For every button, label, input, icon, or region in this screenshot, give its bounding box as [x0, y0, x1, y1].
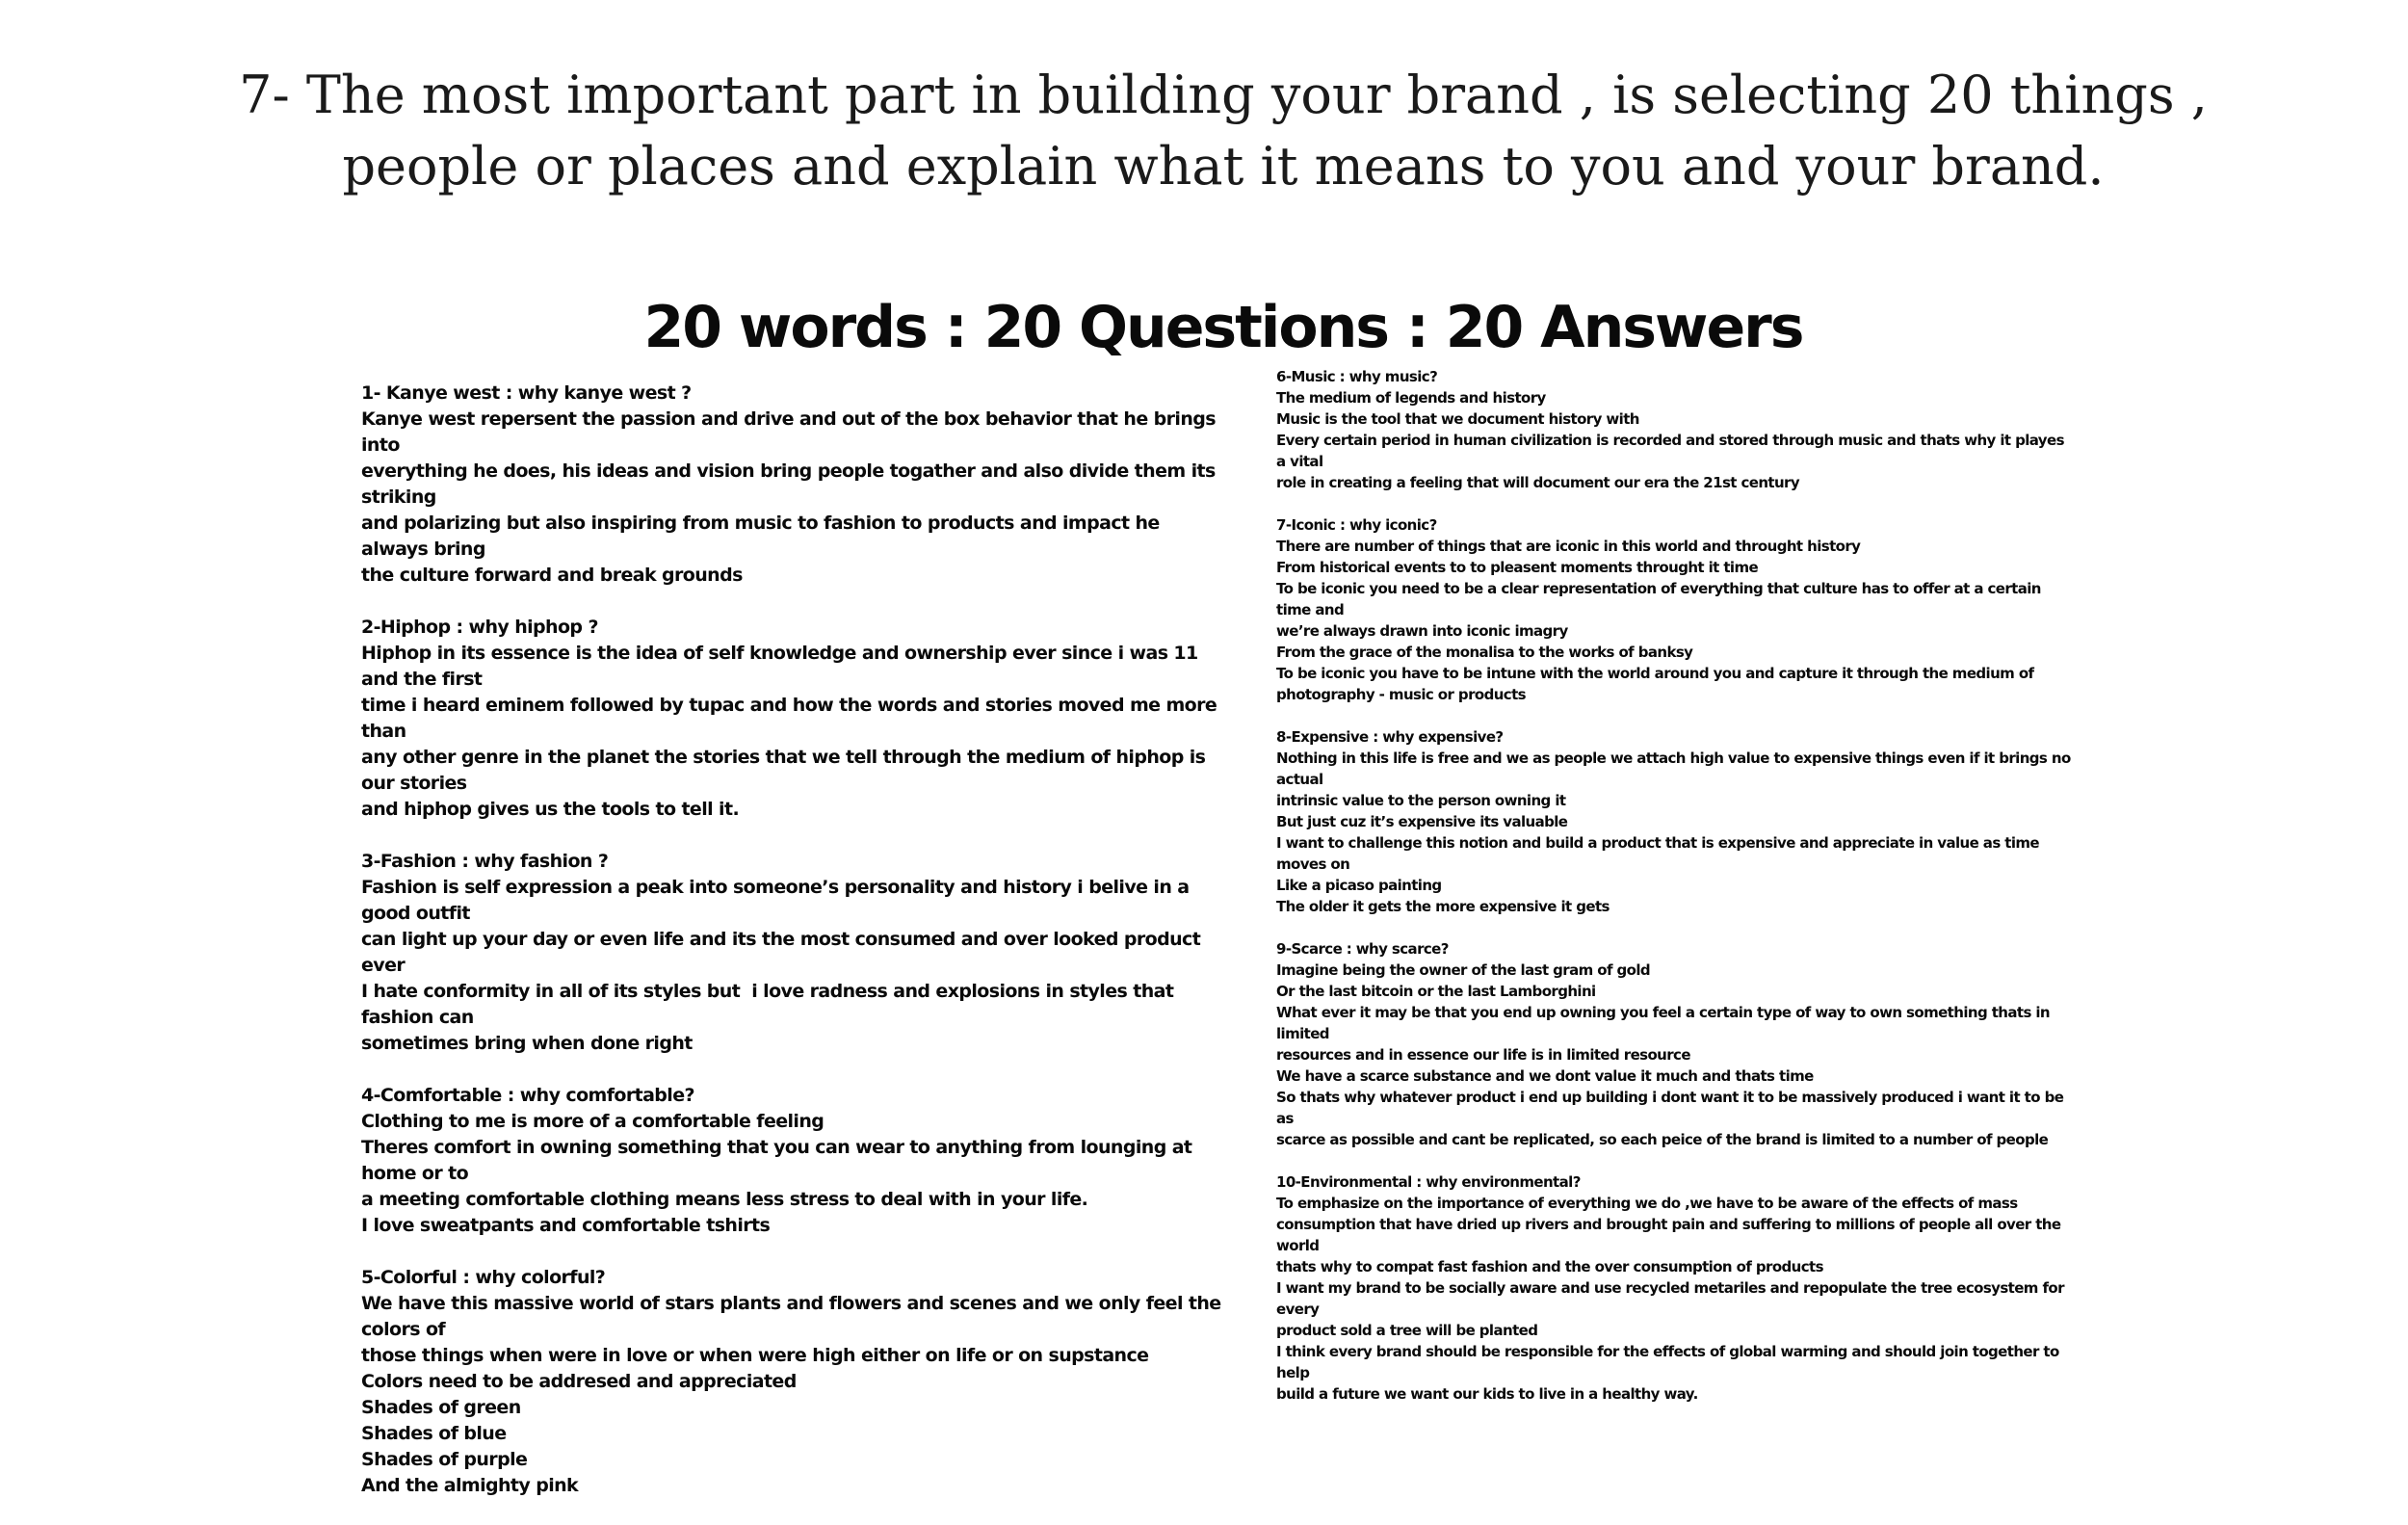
- answer-line: What ever it may be that you end up owning you feel a certain type of way to own something thats in limited: [1276, 1004, 2055, 1042]
- answer-line: Fashion is self expression a peak into someone’s personality and history i belive in a good outfit: [361, 877, 1195, 924]
- answer-line: To be iconic you have to be intune with the world around you and capture it through the medium of: [1276, 665, 2034, 682]
- answer-line: We have a scarce substance and we dont value it much and thats time: [1276, 1067, 1814, 1085]
- right-column: [1276, 366, 2076, 1426]
- answer-line: Or the last bitcoin or the last Lamborghini: [1276, 983, 1596, 1000]
- question-title: 6-Music : why music?: [1276, 368, 1438, 385]
- answer-line: Kanye west repersent the passion and drive and out of the box behavior that he brings into: [361, 408, 1221, 456]
- answer-iconic: [1276, 514, 2076, 705]
- answer-line: Nothing in this life is free and we as people we attach high value to expensive things even if it brings no actual: [1276, 749, 2076, 788]
- answer-line: build a future we want our kids to live in a healthy way.: [1276, 1385, 1698, 1403]
- question-title: 3-Fashion : why fashion ?: [361, 851, 609, 872]
- answer-line: the culture forward and break grounds: [361, 565, 743, 586]
- answer-line: I want to challenge this notion and build a product that is expensive and appreciate in value as time moves on: [1276, 834, 2044, 873]
- answer-line: Clothing to me is more of a comfortable feeling: [361, 1111, 824, 1132]
- answer-expensive: [1276, 726, 2076, 917]
- question-title: 9-Scarce : why scarce?: [1276, 940, 1449, 958]
- answer-line: I love sweatpants and comfortable tshirts: [361, 1215, 771, 1236]
- answer-line: Shades of purple: [361, 1449, 528, 1470]
- answer-line: I hate conformity in all of its styles but i love radness and explosions in styles that fashion can: [361, 981, 1180, 1028]
- answer-line: Like a picaso painting: [1276, 877, 1442, 894]
- question-title: 8-Expensive : why expensive?: [1276, 728, 1504, 746]
- answer-line: I want my brand to be socially aware and use recycled metariles and repopulate the tree ecosystem for every: [1276, 1279, 2069, 1318]
- answer-line: But just cuz it’s expensive its valuable: [1276, 813, 1568, 830]
- answer-line: scarce as possible and cant be replicated, so each peice of the brand is limited to a number of people: [1276, 1131, 2049, 1148]
- answer-line: time i heard eminem followed by tupac and how the words and stories moved me more than: [361, 695, 1223, 742]
- answer-line: So thats why whatever product i end up building i dont want it to be massively produced i want it to be as: [1276, 1089, 2068, 1127]
- question-title: 4-Comfortable : why comfortable?: [361, 1085, 694, 1106]
- answer-line: a meeting comfortable clothing means less stress to deal with in your life.: [361, 1189, 1088, 1210]
- answer-kanye-west: [361, 381, 1228, 589]
- answer-line: Colors need to be addresed and appreciated: [361, 1371, 797, 1392]
- answer-line: thats why to compat fast fashion and the over consumption of products: [1276, 1258, 1823, 1275]
- answer-line: Shades of green: [361, 1397, 521, 1418]
- answer-line: photography - music or products: [1276, 686, 1526, 703]
- answer-line: and polarizing but also inspiring from music to fashion to products and impact he always bring: [361, 513, 1165, 560]
- question-title: 10-Environmental : why environmental?: [1276, 1173, 1581, 1191]
- answer-line: Music is the tool that we document history with: [1276, 410, 1639, 428]
- section-subtitle: 20 words : 20 Questions : 20 Answers: [643, 294, 1803, 361]
- answer-hiphop: [361, 615, 1228, 823]
- answer-line: To emphasize on the importance of everything we do ,we have to be aware of the effects of mass: [1276, 1195, 2018, 1212]
- answer-environmental: [1276, 1171, 2076, 1405]
- answer-line: Shades of blue: [361, 1423, 507, 1444]
- answer-scarce: [1276, 938, 2076, 1150]
- answer-line: any other genre in the planet the stories that we tell through the medium of hiphop is our stories: [361, 747, 1212, 794]
- answer-comfortable: [361, 1083, 1228, 1239]
- answer-line: We have this massive world of stars plants and flowers and scenes and we only feel the colors of: [361, 1293, 1227, 1340]
- answer-line: There are number of things that are iconic in this world and throught history: [1276, 538, 1861, 555]
- answer-line: And the almighty pink: [361, 1475, 579, 1496]
- answer-line: The older it gets the more expensive it gets: [1276, 898, 1610, 915]
- answer-line: Imagine being the owner of the last gram of gold: [1276, 961, 1651, 979]
- answer-line: and hiphop gives us the tools to tell it.: [361, 799, 740, 820]
- answer-line: Hiphop in its essence is the idea of self knowledge and ownership ever since i was 11 and the first: [361, 643, 1204, 690]
- answer-line: role in creating a feeling that will document our era the 21st century: [1276, 474, 1800, 491]
- answer-music: [1276, 366, 2076, 493]
- question-title: 5-Colorful : why colorful?: [361, 1267, 606, 1288]
- answer-line: those things when were in love or when were high either on life or on supstance: [361, 1345, 1149, 1366]
- answer-line: sometimes bring when done right: [361, 1033, 693, 1054]
- answer-line: product sold a tree will be planted: [1276, 1322, 1538, 1339]
- answer-colorful: [361, 1265, 1228, 1499]
- answer-line: The medium of legends and history: [1276, 389, 1546, 407]
- question-title: 2-Hiphop : why hiphop ?: [361, 617, 598, 638]
- left-column: [361, 381, 1228, 1525]
- answer-line: can light up your day or even life and its the most consumed and over looked product ever: [361, 929, 1207, 976]
- answer-line: resources and in essence our life is in limited resource: [1276, 1046, 1690, 1064]
- answer-line: Theres comfort in owning something that you can wear to anything from lounging at home or to: [361, 1137, 1198, 1184]
- answer-line: intrinsic value to the person owning it: [1276, 792, 1566, 809]
- question-title: 7-Iconic : why iconic?: [1276, 516, 1437, 534]
- answer-line: To be iconic you need to be a clear representation of everything that culture has to offer at a certain time and: [1276, 580, 2046, 618]
- answer-line: I think every brand should be responsible for the effects of global warming and should join together to help: [1276, 1343, 2064, 1381]
- answer-line: consumption that have dried up rivers and brought pain and suffering to millions of people all over the world: [1276, 1216, 2066, 1254]
- answer-line: we’re always drawn into iconic imagry: [1276, 622, 1568, 640]
- page-heading: 7- The most important part in building your brand , is selecting 20 things , people or places and explain what it means to you and your brand.: [239, 65, 2208, 197]
- question-title: 1- Kanye west : why kanye west ?: [361, 382, 692, 404]
- answer-line: everything he does, his ideas and vision bring people togather and also divide them its striking: [361, 460, 1221, 508]
- answer-line: From the grace of the monalisa to the works of banksy: [1276, 644, 1693, 661]
- answer-line: From historical events to to pleasent moments throught it time: [1276, 559, 1759, 576]
- answer-line: Every certain period in human civilization is recorded and stored through music and thats why it playes a vital: [1276, 432, 2069, 470]
- answer-fashion: [361, 849, 1228, 1057]
